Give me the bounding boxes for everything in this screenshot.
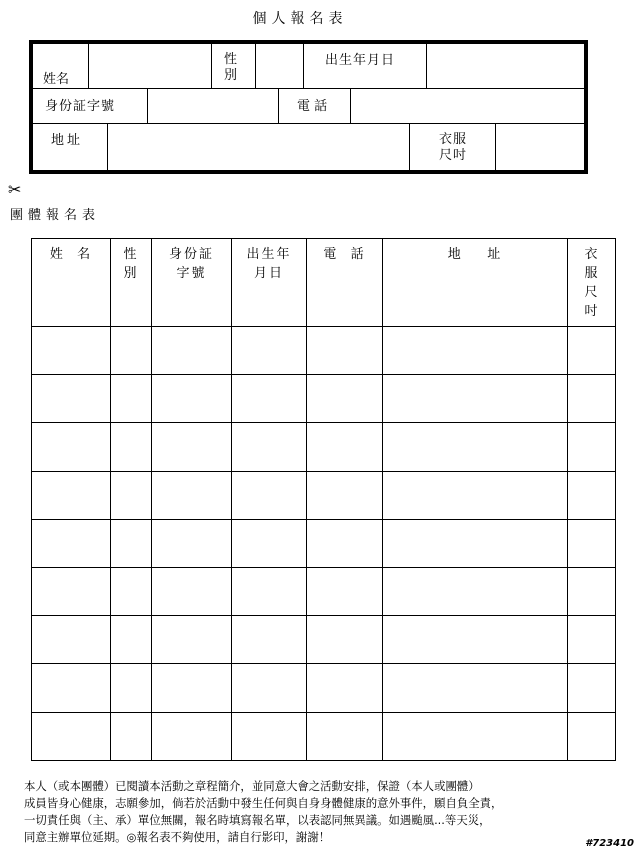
column-header-gender: 性 別 xyxy=(123,247,139,281)
address-label: 地址 xyxy=(51,133,84,148)
terms-note xyxy=(24,778,624,846)
column-header-name: 姓 名 xyxy=(49,247,93,262)
terms-line: 同意主辦單位延期。◎報名表不夠使用，請自行影印，謝謝！ xyxy=(24,830,331,844)
document-code: #723410 xyxy=(585,838,634,849)
individual-form-table xyxy=(29,40,588,174)
column-header-birth-date: 出生年 月日 xyxy=(246,247,292,281)
column-header-id-number: 身份証 字號 xyxy=(168,247,214,281)
column-header-phone: 電 話 xyxy=(323,247,366,262)
terms-line: 本人（或本團體）已閱讀本活動之章程簡介，並同意大會之活動安排，保證（本人或團體） xyxy=(24,779,480,793)
gender-label: 性 別 xyxy=(224,52,238,83)
group-form-table xyxy=(31,238,616,761)
clothing-size-label: 衣服 尺吋 xyxy=(439,132,468,163)
phone-label: 電 話 xyxy=(297,99,328,114)
column-header-clothing-size: 衣 服 尺 吋 xyxy=(584,247,600,319)
terms-line: 一切責任與（主、承）單位無關，報名時填寫報名單，以表認同無異議。如遇颱風...等天災， xyxy=(24,813,491,827)
scissors-icon: ✂ xyxy=(8,180,22,199)
individual-form-title: 個人報名表 xyxy=(252,11,348,27)
column-header-address: 地 址 xyxy=(447,247,503,262)
id-number-label: 身份証字號 xyxy=(45,99,116,114)
birth-date-label: 出生年月日 xyxy=(325,53,396,68)
terms-line: 成員皆身心健康，志願參加，倘若於活動中發生任何與自身身體健康的意外事件，願自負全責， xyxy=(24,796,503,810)
name-label: 姓名 xyxy=(43,72,70,87)
group-form-title: 團體報名表 xyxy=(10,208,101,223)
